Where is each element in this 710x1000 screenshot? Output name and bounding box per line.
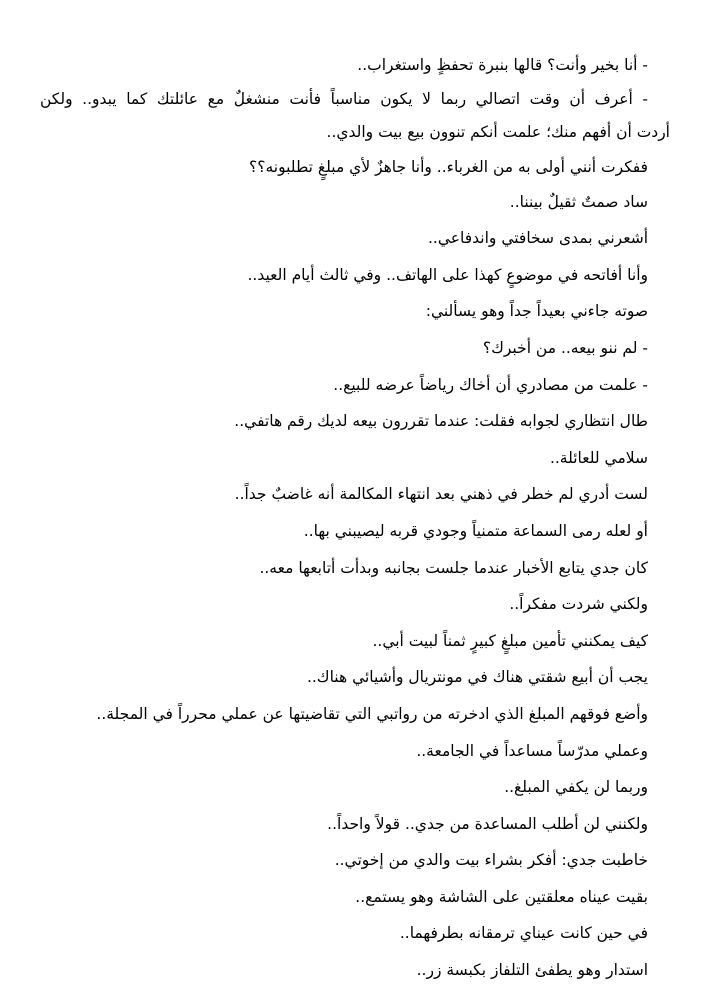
text-line: - علمت من مصادري أن أخاك رياضاً عرضه للبيع.. [333, 375, 648, 394]
text-line: - لم ننو بيعه.. من أخبرك؟ [482, 338, 648, 357]
text-line: لست أدري لم خطر في ذهني بعد انتهاء المكالمة أنه غاضبٌ جداً.. [234, 485, 648, 504]
text-line: ولكنني لن أطلب المساعدة من جدي.. قولاً واحداً.. [327, 814, 648, 833]
text-line: ساد صمتٌ ثقيلٌ بيننا.. [509, 192, 648, 211]
text-line: أشعرني بمدى سخافتي واندفاعي.. [428, 229, 648, 248]
text-line: وعملي مدرّساً مساعداً في الجامعة.. [416, 741, 648, 760]
text-line: سلامي للعائلة.. [549, 448, 648, 467]
text-line: كان جدي يتابع الأخبار عندما جلست بجانبه وبدأت أتابعها معه.. [259, 558, 648, 577]
text-line: أردت أن أفهم منك؛ علمت أنكم تنوون بيع بيت والدي.. [326, 122, 670, 141]
text-line: يجب أن أبيع شقتي هناك في مونتريال وأشيائي هناك.. [306, 668, 648, 687]
text-line: وأضع فوقهم المبلغ الذي ادخرته من رواتبي التي تقاضيتها عن عملي محرراً في المجلة.. [96, 704, 648, 723]
text-line: ولكني شردت مفكراً.. [509, 595, 648, 614]
text-line: - أنا بخير وأنت؟ قالها بنبرة تحفظٍ واستغراب.. [357, 56, 648, 74]
text-line: كيف يمكنني تأمين مبلغٍ كبيرٍ ثمناً لبيت أبي.. [372, 631, 648, 650]
text-line: خاطبت جدي: أفكر بشراء بيت والدي من إخوتي.. [334, 851, 648, 870]
text-line: صوته جاءني بعيداً جداً وهو يسألني: [425, 302, 648, 321]
text-line: - أعرف أن وقت اتصالي ربما لا يكون مناسباً فأنت منشغلٌ مع عائلتك كما يبدو.. ولكن [40, 89, 648, 108]
text-line: طال انتظاري لجوابه فقلت: عندما تقررون بيعه لديك رقم هاتفي.. [234, 412, 648, 431]
document-body [40, 47, 670, 989]
text-line: أو لعله رمى السماعة متمنياً وجودي قربه ليصيبني بها.. [303, 521, 648, 540]
text-line: وربما لن يكفي المبلغ.. [504, 778, 648, 797]
text-line: في حين كانت عيناي ترمقانه بطرفهما.. [399, 924, 648, 943]
text-line: بقيت عيناه معلقتين على الشاشة وهو يستمع.. [355, 887, 648, 906]
text-line: وأنا أفاتحه في موضوعٍ كهذا على الهاتف.. وفي ثالث أيام العيد.. [247, 265, 648, 284]
text-line: ففكرت أنني أولى به من الغرباء.. وأنا جاهزٌ لأي مبلغٍ تطلبونه؟؟ [249, 157, 648, 176]
text-line: استدار وهو يطفئ التلفاز بكبسة زر.. [416, 961, 648, 980]
